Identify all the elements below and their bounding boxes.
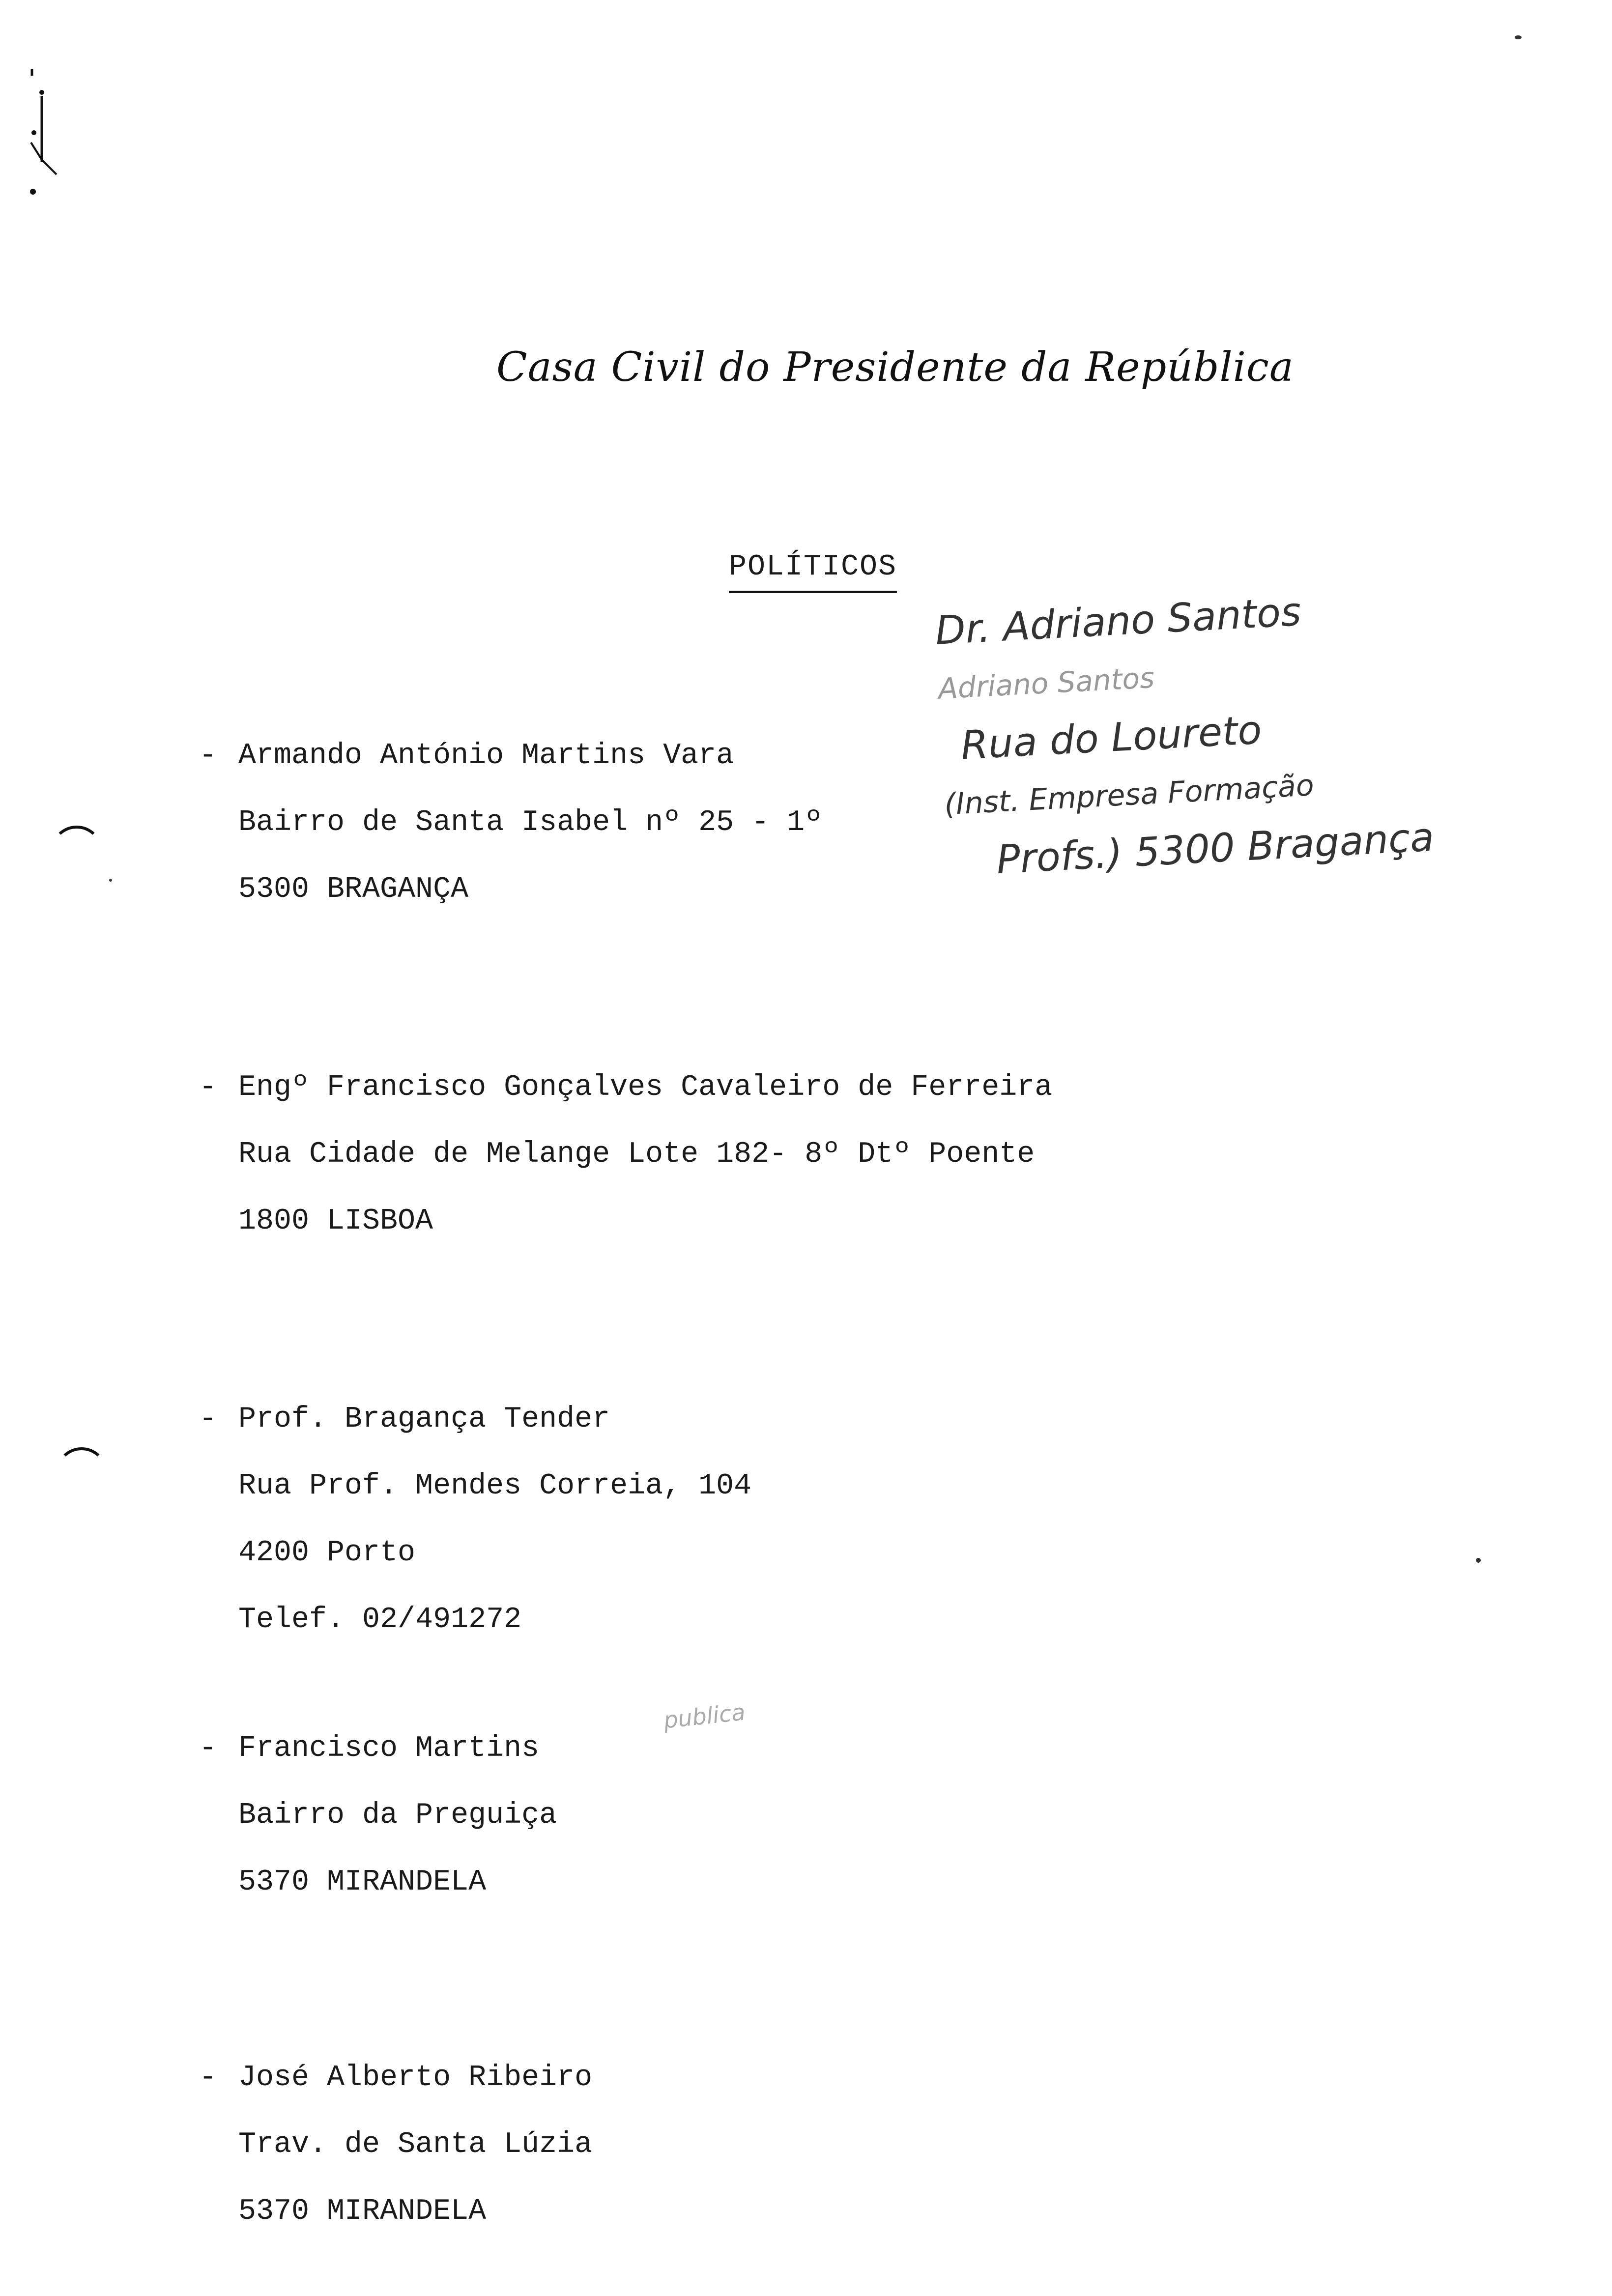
contact-phone-line: Telef. 02/491272 (238, 1603, 522, 1636)
handwritten-note-small: publica (662, 1698, 747, 1734)
handwritten-note-line: (Inst. Empresa Formação (943, 768, 1315, 822)
handwritten-note-line: Dr. Adriano Santos (934, 588, 1302, 654)
handwritten-note-line: Rua do Loureto (959, 707, 1263, 769)
contact-entry (199, 1386, 751, 1653)
contact-city-line: 1800 LISBOA (238, 1205, 433, 1238)
dash-bullet: - (199, 2061, 217, 2095)
dash-bullet: - (199, 1071, 217, 1104)
handwritten-note (934, 576, 1436, 891)
punch-hole-mark-icon (57, 1447, 107, 1494)
contact-name-text: Prof. Bragança Tender (238, 1403, 610, 1436)
speck-mark (109, 879, 112, 882)
contact-city-line: 4200 Porto (238, 1536, 416, 1570)
speck-mark (1515, 35, 1522, 39)
contact-name (199, 722, 822, 789)
contact-address-line: Trav. de Santa Lúzia (238, 2128, 593, 2161)
contact-city-line: 5300 BRAGANÇA (238, 873, 469, 906)
dash-bullet: - (199, 1403, 217, 1436)
staple-mark-icon (27, 69, 61, 197)
contact-entry (199, 2044, 592, 2245)
contact-name-text: Engº Francisco Gonçalves Cavaleiro de Ferreira (238, 1071, 1053, 1104)
contact-name (199, 1715, 557, 1782)
section-title: POLÍTICOS (729, 550, 897, 593)
dash-bullet: - (199, 739, 217, 773)
contact-address-line: Bairro da Preguiça (238, 1799, 557, 1832)
punch-hole-mark-icon (52, 826, 102, 873)
contact-name (199, 1386, 751, 1453)
contact-name-text: Francisco Martins (238, 1732, 540, 1765)
dash-bullet: - (199, 1732, 217, 1765)
contact-address-line: Bairro de Santa Isabel nº 25 - 1º (238, 806, 823, 839)
contact-name (199, 2044, 592, 2111)
handwritten-note-line: Adriano Santos (937, 660, 1155, 706)
letterhead: Casa Civil do Presidente da República (496, 344, 1294, 391)
contact-entry (199, 1715, 557, 1916)
contact-address-line: Rua Prof. Mendes Correia, 104 (238, 1469, 752, 1503)
speck-mark (1476, 1558, 1481, 1563)
contact-name-text: Armando António Martins Vara (238, 739, 734, 773)
contact-entry (199, 722, 822, 923)
contact-address-line: Rua Cidade de Melange Lote 182- 8º Dtº Poente (238, 1138, 1035, 1171)
contact-name (199, 1054, 1052, 1121)
contact-city-line: 5370 MIRANDELA (238, 1866, 487, 1899)
contact-entry (199, 1054, 1052, 1255)
handwritten-note-line: Profs.) 5300 Bragança (995, 814, 1436, 883)
contact-name-text: José Alberto Ribeiro (238, 2061, 593, 2095)
contact-city-line: 5370 MIRANDELA (238, 2195, 487, 2228)
